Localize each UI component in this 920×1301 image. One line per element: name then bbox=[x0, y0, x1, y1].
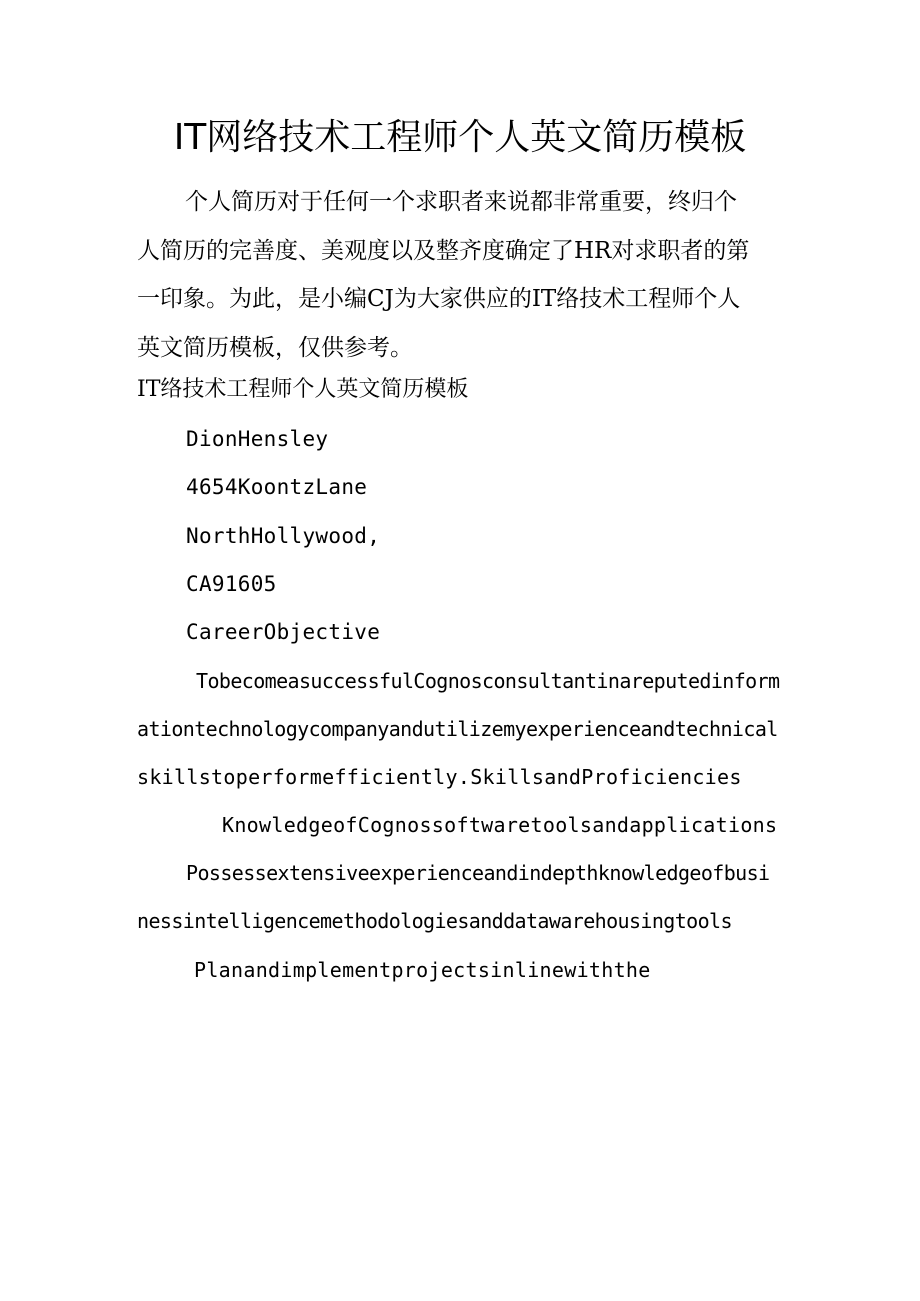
objective-heading: CareerObjective bbox=[186, 620, 381, 644]
section-heading: IT络技术工程师个人英文简历模板 bbox=[137, 377, 469, 402]
intro-line: 人简历的完善度、美观度以及整齐度确定了HR对求职者的第 bbox=[137, 237, 750, 264]
skill-item: KnowledgeofCognossoftwaretoolsandapplications bbox=[222, 813, 778, 837]
contact-name: DionHensley bbox=[186, 427, 329, 451]
objective-line: TobecomeasuccessfulCognosconsultantinareputedinform bbox=[196, 669, 780, 693]
intro-line: 英文简历模板，仅供参考。 bbox=[137, 334, 413, 361]
skill-item: nessintelligencemethodologiesanddatawarehousingtools bbox=[137, 909, 732, 933]
document-title: IT网络技术工程师个人英文简历模板 bbox=[173, 117, 747, 158]
intro-paragraph bbox=[137, 178, 789, 372]
contact-city: NorthHollywood, bbox=[186, 524, 381, 548]
contact-street: 4654KoontzLane bbox=[186, 475, 368, 499]
skill-item: Planandimplementprojectsinlinewiththe bbox=[194, 958, 651, 982]
intro-line: 一印象。为此，是小编CJ为大家供应的IT络技术工程师个人 bbox=[137, 286, 741, 312]
skill-item: Possessextensiveexperienceandindepthknowledgeofbusi bbox=[186, 861, 770, 885]
objective-line: ationtechnologycompanyandutilizemyexperienceandtechnical bbox=[137, 717, 778, 741]
intro-line: 个人简历对于任何一个求职者来说都非常重要，终归个 bbox=[185, 189, 737, 215]
objective-line: skillstoperformefficiently.SkillsandProficiencies bbox=[137, 765, 742, 789]
contact-state-zip: CA91605 bbox=[186, 572, 277, 596]
